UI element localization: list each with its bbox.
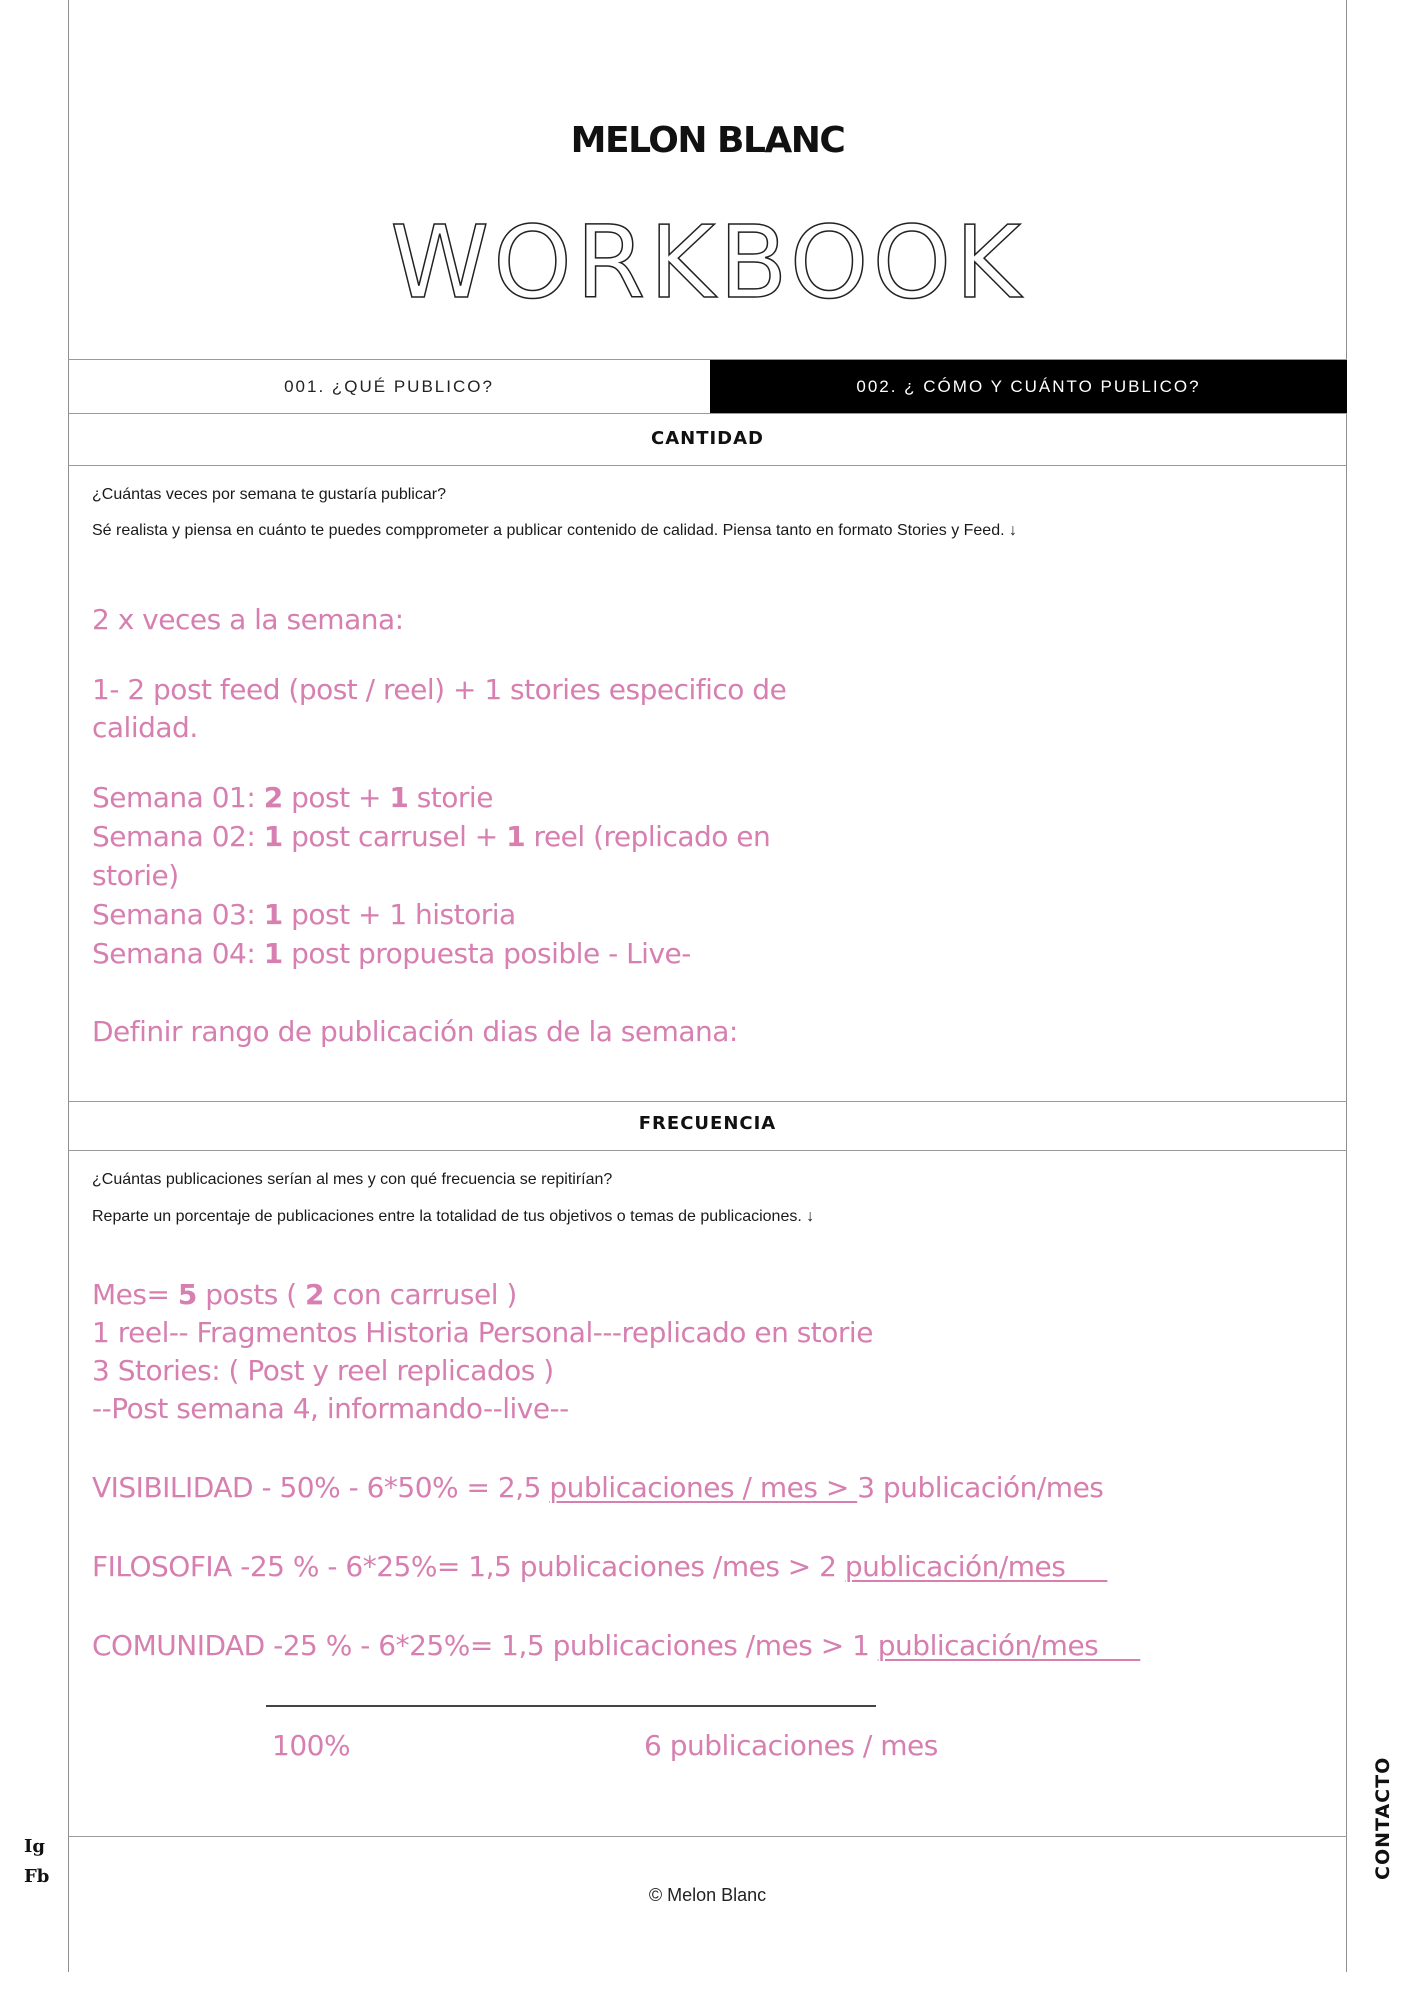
allocation-filosofia: FILOSOFIA -25 % - 6*25%= 1,5 publicaciones /mes > 2 publicación/mes — [92, 1550, 1108, 1583]
divider — [68, 413, 1347, 414]
tab-como-y-cuanto-publico[interactable]: 002. ¿ CÓMO Y CUÁNTO PUBLICO? — [710, 360, 1347, 413]
facebook-link[interactable]: Fb — [24, 1866, 50, 1887]
total-percent: 100% — [272, 1729, 351, 1762]
instruction-cantidad: Sé realista y piensa en cuánto te puedes compprometer a publicar contenido de calidad. Piensa tanto en formato Stories y Feed. ↓ — [92, 522, 1017, 539]
answer-line: calidad. — [92, 711, 198, 744]
section-heading-cantidad: CANTIDAD — [651, 428, 764, 449]
answer-line: Mes= 5 posts ( 2 con carrusel ) — [92, 1278, 517, 1311]
instagram-link[interactable]: Ig — [24, 1836, 46, 1857]
allocation-visibilidad: VISIBILIDAD - 50% - 6*50% = 2,5 publicaciones / mes > 3 publicación/mes — [92, 1471, 1104, 1504]
divider — [68, 1836, 1347, 1837]
copyright: © Melon Blanc — [648, 1885, 767, 1905]
answer-line: Definir rango de publicación dias de la semana: — [92, 1015, 738, 1048]
brand-title: MELON BLANC — [570, 120, 845, 161]
divider — [68, 1150, 1347, 1151]
answer-line: 2 x veces a la semana: — [92, 603, 404, 636]
divider — [68, 465, 1347, 466]
allocation-comunidad: COMUNIDAD -25 % - 6*25%= 1,5 publicaciones /mes > 1 publicación/mes — [92, 1629, 1141, 1662]
question-cantidad: ¿Cuántas veces por semana te gustaría publicar? — [92, 486, 446, 503]
week-line: Semana 01: 2 post + 1 storie — [92, 781, 493, 814]
total-publications: 6 publicaciones / mes — [644, 1729, 938, 1762]
total-rule — [266, 1705, 876, 1707]
week-line: Semana 04: 1 post propuesta posible - Live- — [92, 937, 691, 970]
answer-line: 1 reel-- Fragmentos Historia Personal---replicado en storie — [92, 1316, 873, 1349]
instruction-frecuencia: Reparte un porcentaje de publicaciones entre la totalidad de tus objetivos o temas de publicaciones. ↓ — [92, 1208, 815, 1225]
week-line: storie) — [92, 859, 179, 892]
answer-line: 3 Stories: ( Post y reel replicados ) — [92, 1354, 554, 1387]
week-line: Semana 03: 1 post + 1 historia — [92, 898, 516, 931]
question-frecuencia: ¿Cuántas publicaciones serían al mes y con qué frecuencia se repitirían? — [92, 1171, 613, 1188]
answer-line: --Post semana 4, informando--live-- — [92, 1392, 569, 1425]
workbook-title: WORKBOOK — [390, 204, 1025, 321]
answer-line: 1- 2 post feed (post / reel) + 1 stories especifico de — [92, 673, 787, 706]
section-heading-frecuencia: FRECUENCIA — [638, 1113, 777, 1134]
contact-link[interactable]: CONTACTO — [1372, 1756, 1394, 1880]
divider — [68, 1101, 1347, 1102]
week-line: Semana 02: 1 post carrusel + 1 reel (replicado en — [92, 820, 771, 853]
tab-que-publico[interactable]: 001. ¿QUÉ PUBLICO? — [284, 377, 494, 396]
